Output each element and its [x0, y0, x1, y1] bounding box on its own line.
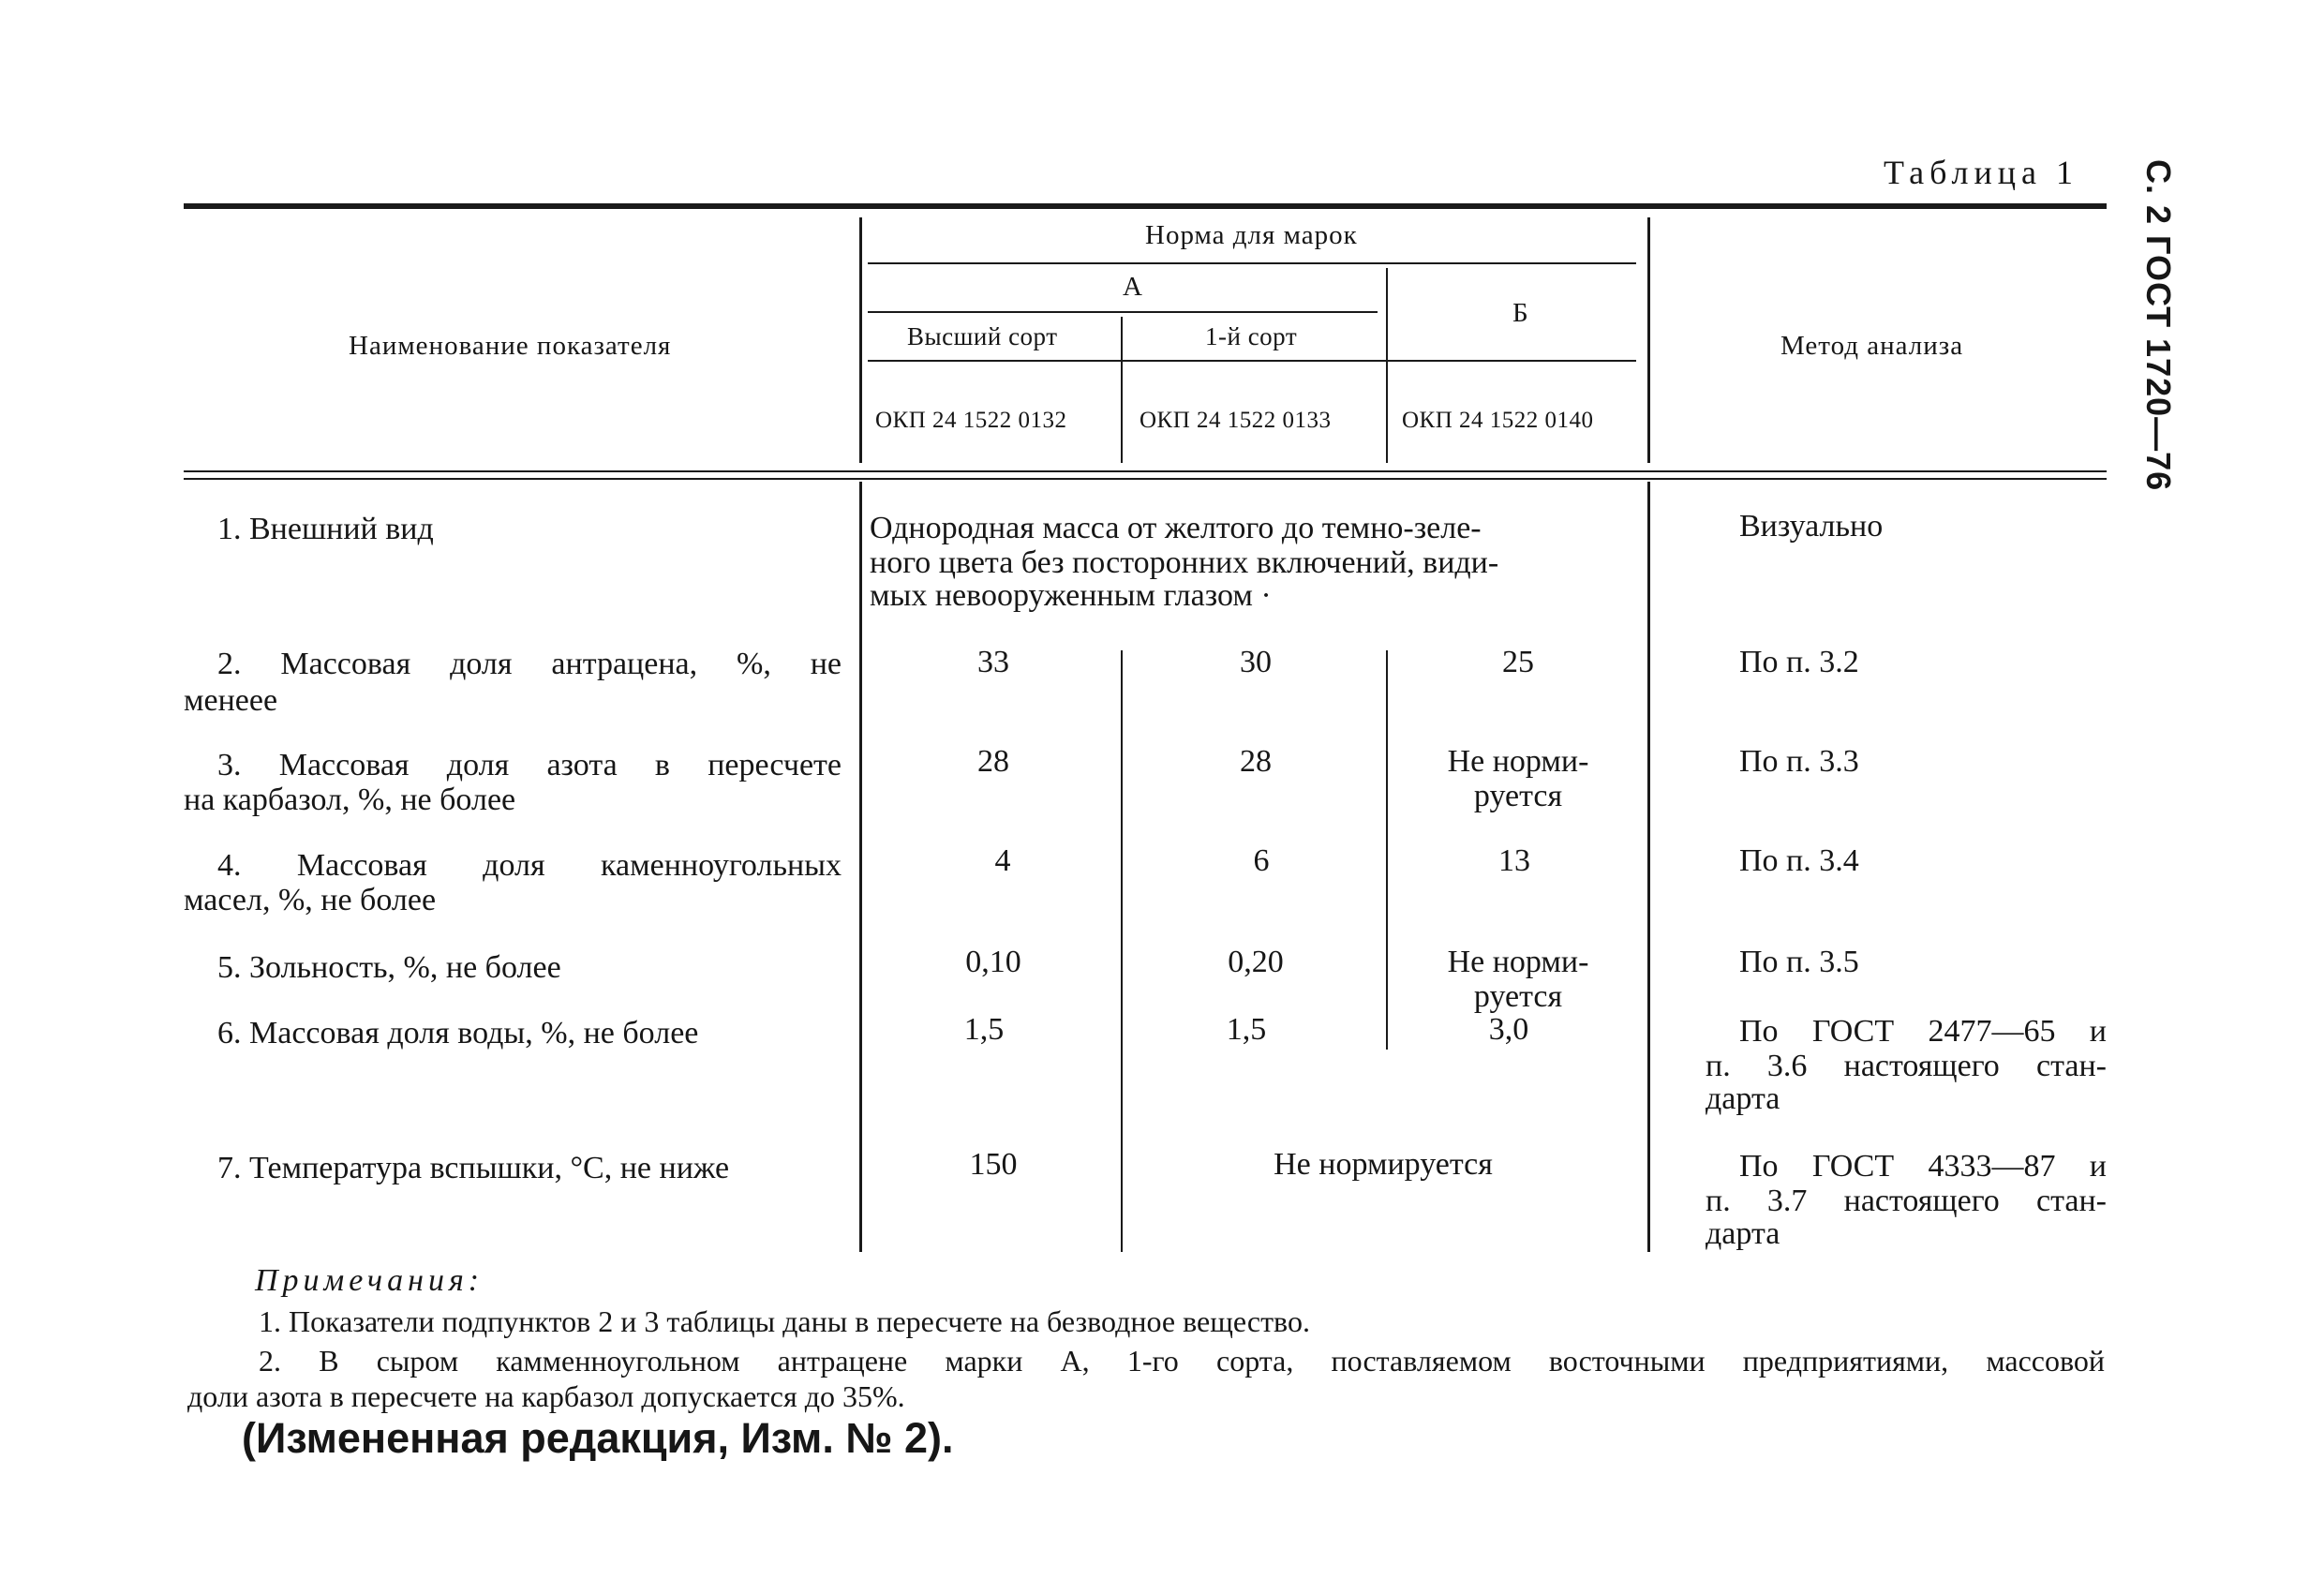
row-6-a-first: 1,5 [1226, 1012, 1267, 1047]
row-6-name: 6. Массовая доля воды, %, не более [217, 1016, 699, 1050]
row-6-method-line-1: По ГОСТ 2477—65 и [1739, 1014, 2107, 1049]
okp-first-sort: ОКП 24 1522 0133 [1140, 408, 1332, 433]
row-3-name-line-2: на карбазол, %, не более [184, 782, 516, 817]
row-3-method: По п. 3.3 [1739, 744, 1859, 779]
norm-rule [868, 262, 1636, 264]
header-grade-a: А [1123, 272, 1143, 302]
row-4-a-first: 6 [1253, 843, 1270, 878]
header-first-sort: 1-й сорт [1205, 322, 1298, 350]
note-2-line-1: 2. В сыром камменноугольном антрацене марки А, 1-го сорта, поставляемом восточными предприятиями, массовой [259, 1344, 2105, 1378]
row-5-a-first: 0,20 [1228, 945, 1284, 979]
row-5-name: 5. Зольность, %, не более [217, 950, 561, 985]
col-divider-1-body [859, 482, 862, 1252]
row-4-b: 13 [1498, 843, 1530, 878]
row-3-b-line-1: Не норми- [1447, 744, 1589, 779]
row-3-a-top: 28 [977, 744, 1009, 779]
col-divider-3-body [1386, 650, 1388, 1050]
header-indicator: Наименование показателя [349, 331, 672, 361]
notes-title: Примечания: [255, 1263, 484, 1298]
row-1-merged-line-2: ного цвета без посторонних включений, види- [870, 545, 1499, 580]
row-4-method: По п. 3.4 [1739, 843, 1859, 878]
header-grade-b: Б [1512, 298, 1529, 328]
row-2-name-line-2: менеее [184, 683, 278, 718]
row-4-name-line-2: масел, %, не более [184, 883, 437, 917]
header-bottom-rule-1 [184, 470, 2107, 472]
col-divider-3-header [1386, 268, 1388, 463]
header-bottom-rule-2 [184, 478, 2107, 480]
header-top-sort: Высший сорт [907, 322, 1058, 350]
row-2-name-line-1: 2. Массовая доля антрацена, %, не [217, 647, 842, 681]
row-1-method: Визуально [1739, 509, 1884, 544]
row-5-b-line-1: Не норми- [1447, 945, 1589, 979]
row-3-a-first: 28 [1240, 744, 1272, 779]
row-6-b: 3,0 [1488, 1012, 1529, 1047]
row-2-a-first: 30 [1240, 645, 1272, 679]
standard-page-header: С. 2 ГОСТ 1720—76 [2139, 159, 2178, 492]
sort-rule [868, 360, 1636, 362]
row-2-a-top: 33 [977, 645, 1009, 679]
row-4-name-line-1: 4. Массовая доля каменноугольных [217, 848, 842, 883]
grade-a-rule [868, 311, 1378, 313]
row-4-a-top: 4 [994, 843, 1011, 878]
col-divider-4-header [1647, 217, 1650, 463]
row-2-method: По п. 3.2 [1739, 645, 1859, 679]
col-divider-1-header [859, 217, 862, 463]
header-norm: Норма для марок [1145, 220, 1358, 250]
row-7-a-top: 150 [969, 1147, 1018, 1182]
okp-grade-b: ОКП 24 1522 0140 [1402, 408, 1594, 433]
row-6-method-line-3: дарта [1706, 1081, 1780, 1116]
note-2-line-2: доли азота в пересчете на карбазол допускается до 35%. [187, 1379, 905, 1413]
row-6-method-line-2: п. 3.6 настоящего стан- [1706, 1049, 2107, 1083]
col-divider-2-body [1121, 650, 1123, 1252]
row-7-method-line-1: По ГОСТ 4333—87 и [1739, 1149, 2107, 1184]
col-divider-4-body [1647, 482, 1650, 1252]
row-3-b-line-2: руется [1473, 779, 1563, 813]
row-5-a-top: 0,10 [965, 945, 1021, 979]
row-6-a-top: 1,5 [963, 1012, 1005, 1047]
row-7-name: 7. Температура вспышки, °С, не ниже [217, 1151, 730, 1185]
header-method: Метод анализа [1780, 331, 1964, 361]
table-caption: Таблица 1 [1884, 154, 2078, 191]
row-3-name-line-1: 3. Массовая доля азота в пересчете [217, 748, 842, 782]
row-1-merged-line-1: Однородная масса от желтого до темно-зеле- [870, 511, 1482, 545]
row-1-name: 1. Внешний вид [217, 512, 434, 546]
note-1: 1. Показатели подпунктов 2 и 3 таблицы даны в пересчете на безводное вещество. [259, 1304, 1310, 1338]
row-5-method: По п. 3.5 [1739, 945, 1859, 979]
col-divider-2-header [1121, 317, 1123, 463]
edit-note: (Измененная редакция, Изм. № 2). [242, 1414, 954, 1462]
row-7-method-line-2: п. 3.7 настоящего стан- [1706, 1184, 2107, 1218]
table-top-rule [184, 203, 2107, 209]
row-5-b-line-2: руется [1473, 979, 1563, 1014]
okp-top-sort: ОКП 24 1522 0132 [875, 408, 1067, 433]
row-1-merged-line-3: мых невооруженным глазом · [870, 578, 1272, 613]
row-7-method-line-3: дарта [1706, 1216, 1780, 1251]
row-2-b: 25 [1502, 645, 1534, 679]
row-7-merged-rest: Не нормируется [1274, 1147, 1493, 1182]
